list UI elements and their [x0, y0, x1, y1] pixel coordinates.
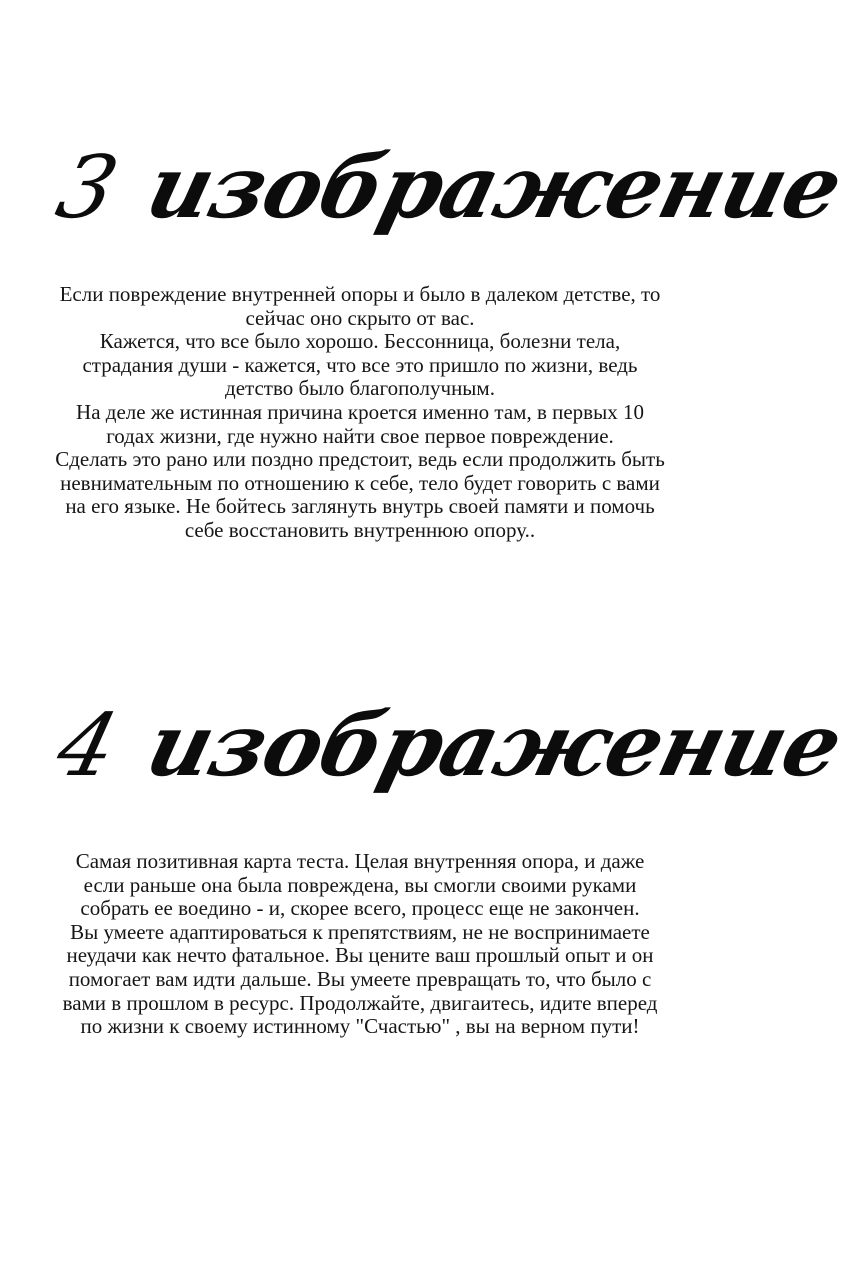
section-3-number: 3 — [47, 138, 127, 238]
section-4-paragraph: Вы умеете адаптироваться к препятствиям, не не воспринимаете неудачи как нечто фатальное. Вы цените ваш прошлый опыт и он помогает вам идти дальше. Вы умеете превращать то, что было с вами в прошлом в ресурс. Продолжайте, двигаитесь, идите вперед по жизни к своему истинному "Счастью" , вы на верном пути! — [62, 919, 658, 1039]
section-3-paragraph: Если повреждение внутренней опоры и было в далеком детстве, то сейчас оно скрыто от вас. — [59, 282, 661, 330]
section-3-text — [55, 283, 665, 543]
section-3-paragraph: Сделать это рано или поздно предстоит, ведь если продолжить быть невнимательным по отношению к себе, тело будет говорить с вами на его языке. Не бойтесь заглянуть внутрь своей памяти и помочь себе восстановить внутреннюю опору.. — [55, 447, 665, 542]
section-4-title-word: изображение — [137, 695, 852, 796]
section-4-paragraph: Самая позитивная карта теста. Целая внутренняя опора, и даже если раньше она была повреждена, вы смогли своими руками собрать ее воедино - и, скорее всего, процесс еще не закончен. — [75, 849, 645, 921]
section-3-title-word: изображение — [137, 137, 852, 238]
section-3-heading — [43, 118, 852, 258]
section-4-number: 4 — [47, 696, 127, 796]
section-4-heading — [43, 676, 852, 816]
section-4-text — [55, 850, 665, 1039]
section-3-paragraph: На деле же истинная причина кроется именно там, в первых 10 годах жизни, где нужно найти свое первое повреждение. — [76, 399, 644, 448]
section-3-paragraph: Кажется, что все было хорошо. Бессонница, болезни тела, страдания души - кажется, что все это пришло по жизни, ведь детство было благополучным. — [82, 329, 638, 401]
